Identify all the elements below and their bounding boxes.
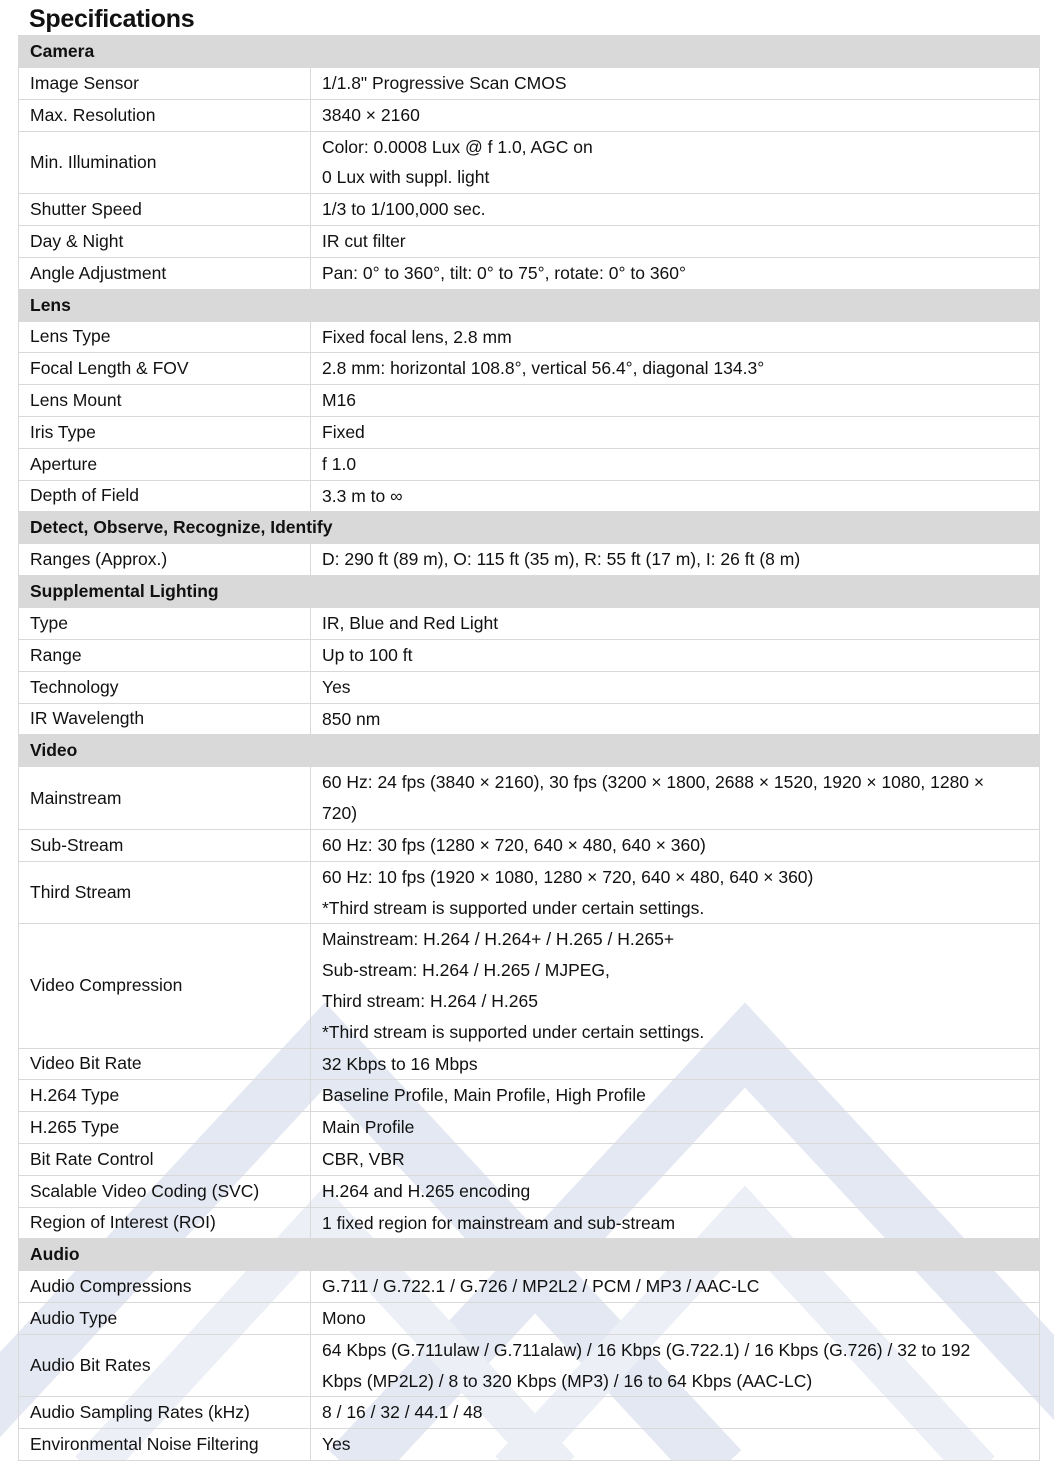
spec-value — [311, 1271, 1040, 1303]
spec-row-focal-length-fov — [19, 353, 1040, 385]
spec-label: Technology — [19, 671, 311, 703]
spec-value-line: Mainstream: H.264 / H.264+ / H.265 / H.265+ — [322, 929, 675, 950]
spec-row-audio-type — [19, 1303, 1040, 1335]
spec-label: H.265 Type — [19, 1112, 311, 1144]
spec-row-ranges-approx — [19, 544, 1040, 576]
spec-value — [311, 829, 1040, 861]
spec-value — [311, 99, 1040, 131]
spec-value-line: 64 Kbps (G.711ulaw / G.711alaw) / 16 Kbps (G.722.1) / 16 Kbps (G.726) / 32 to 192 — [322, 1339, 971, 1360]
spec-value-line: G.711 / G.722.1 / G.726 / MP2L2 / PCM / MP3 / AAC-LC — [322, 1276, 760, 1297]
spec-row-h-265-type — [19, 1112, 1040, 1144]
spec-label: Range — [19, 639, 311, 671]
spec-value — [311, 1080, 1040, 1112]
section-title: Audio — [19, 1239, 1040, 1271]
spec-label: Mainstream — [19, 767, 311, 830]
spec-row-aperture — [19, 448, 1040, 480]
spec-value-line: Sub-stream: H.264 / H.265 / MJPEG, — [322, 960, 610, 981]
spec-value — [311, 608, 1040, 640]
spec-label: Angle Adjustment — [19, 257, 311, 289]
spec-label: Environmental Noise Filtering — [19, 1429, 311, 1461]
spec-value-line: 0 Lux with suppl. light — [322, 167, 490, 188]
spec-value-line: f 1.0 — [322, 453, 357, 474]
spec-value — [311, 1143, 1040, 1175]
spec-value — [311, 68, 1040, 100]
spec-value — [311, 861, 1040, 924]
spec-value-line: 2.8 mm: horizontal 108.8°, vertical 56.4°, diagonal 134.3° — [322, 358, 765, 379]
spec-value-line: 1/1.8" Progressive Scan CMOS — [322, 73, 567, 93]
spec-value-line: Yes — [322, 676, 351, 697]
spec-value — [311, 257, 1040, 289]
spec-row-range — [19, 639, 1040, 671]
spec-row-audio-sampling-rates-khz — [19, 1397, 1040, 1429]
spec-row-video-compression — [19, 924, 1040, 1048]
section-title: Lens — [19, 289, 1040, 321]
spec-label: Iris Type — [19, 416, 311, 448]
spec-row-h-264-type — [19, 1080, 1040, 1112]
spec-value-line: 720) — [322, 803, 358, 824]
spec-label: Lens Type — [19, 321, 311, 353]
spec-sheet — [18, 0, 1039, 1461]
section-header-audio — [19, 1239, 1040, 1271]
spec-row-ir-wavelength — [19, 703, 1040, 735]
spec-value-line: Fixed focal lens, 2.8 mm — [322, 326, 512, 347]
spec-row-iris-type — [19, 416, 1040, 448]
spec-label: Video Bit Rate — [19, 1048, 311, 1080]
spec-value — [311, 353, 1040, 385]
spec-label: Day & Night — [19, 225, 311, 257]
spec-value-line: Up to 100 ft — [322, 644, 413, 665]
spec-label: Audio Compressions — [19, 1271, 311, 1303]
spec-value-line: 32 Kbps to 16 Mbps — [322, 1053, 478, 1074]
spec-row-min-illumination — [19, 131, 1040, 194]
specifications-table — [18, 35, 1040, 1461]
spec-value — [311, 1303, 1040, 1335]
spec-label: Video Compression — [19, 924, 311, 1048]
spec-value-line: Mono — [322, 1308, 366, 1329]
spec-row-sub-stream — [19, 829, 1040, 861]
spec-label: Depth of Field — [19, 480, 311, 512]
spec-label: Image Sensor — [19, 68, 311, 100]
spec-value-line: Pan: 0° to 360°, tilt: 0° to 75°, rotate: 0° to 360° — [322, 262, 687, 283]
spec-label: Shutter Speed — [19, 194, 311, 226]
spec-row-mainstream — [19, 767, 1040, 830]
spec-value — [311, 416, 1040, 448]
spec-label: Audio Bit Rates — [19, 1334, 311, 1397]
spec-value-line: Third stream: H.264 / H.265 — [322, 990, 538, 1011]
section-title: Detect, Observe, Recognize, Identify — [19, 512, 1040, 544]
section-header-supplemental-lighting — [19, 576, 1040, 608]
spec-row-video-bit-rate — [19, 1048, 1040, 1080]
spec-value-line: Baseline Profile, Main Profile, High Profile — [322, 1085, 646, 1106]
spec-value — [311, 1334, 1040, 1397]
spec-label: Min. Illumination — [19, 131, 311, 194]
spec-value — [311, 639, 1040, 671]
specifications-table-body — [19, 36, 1040, 1461]
spec-value-line: Kbps (MP2L2) / 8 to 320 Kbps (MP3) / 16 to 64 Kbps (AAC-LC) — [322, 1370, 813, 1391]
spec-label: Region of Interest (ROI) — [19, 1207, 311, 1239]
spec-value-line: Yes — [322, 1434, 351, 1455]
spec-label: Audio Sampling Rates (kHz) — [19, 1397, 311, 1429]
spec-label: IR Wavelength — [19, 703, 311, 735]
spec-value — [311, 1175, 1040, 1207]
spec-value-line: IR, Blue and Red Light — [322, 613, 499, 634]
spec-value — [311, 480, 1040, 512]
spec-value — [311, 385, 1040, 417]
spec-row-shutter-speed — [19, 194, 1040, 226]
spec-row-image-sensor — [19, 68, 1040, 100]
spec-label: Type — [19, 608, 311, 640]
page-title: Specifications — [29, 5, 195, 33]
spec-value — [311, 321, 1040, 353]
spec-value — [311, 131, 1040, 194]
spec-value-line: D: 290 ft (89 m), O: 115 ft (35 m), R: 55 ft (17 m), I: 26 ft (8 m) — [322, 549, 801, 570]
spec-value — [311, 924, 1040, 1048]
spec-label: Max. Resolution — [19, 99, 311, 131]
spec-value — [311, 671, 1040, 703]
spec-row-environmental-noise-filtering — [19, 1429, 1040, 1461]
spec-value-line: *Third stream is supported under certain settings. — [322, 1021, 705, 1042]
spec-label: Third Stream — [19, 861, 311, 924]
spec-value — [311, 1112, 1040, 1144]
section-title: Camera — [19, 36, 1040, 68]
section-title: Supplemental Lighting — [19, 576, 1040, 608]
spec-row-lens-type — [19, 321, 1040, 353]
spec-label: Audio Type — [19, 1303, 311, 1335]
spec-row-day-night — [19, 225, 1040, 257]
section-header-detect-observe-recognize-identify — [19, 512, 1040, 544]
spec-value — [311, 1207, 1040, 1239]
spec-value — [311, 703, 1040, 735]
spec-value-line: *Third stream is supported under certain settings. — [322, 897, 705, 918]
section-title: Video — [19, 735, 1040, 767]
spec-value-line: Fixed — [322, 421, 365, 442]
spec-label: Ranges (Approx.) — [19, 544, 311, 576]
spec-value — [311, 1429, 1040, 1461]
spec-value-line: CBR, VBR — [322, 1148, 405, 1169]
spec-label: Focal Length & FOV — [19, 353, 311, 385]
spec-value-line: 60 Hz: 10 fps (1920 × 1080, 1280 × 720, 640 × 480, 640 × 360) — [322, 866, 814, 887]
spec-label: Sub-Stream — [19, 829, 311, 861]
spec-label: Scalable Video Coding (SVC) — [19, 1175, 311, 1207]
spec-value — [311, 448, 1040, 480]
spec-row-audio-bit-rates — [19, 1334, 1040, 1397]
spec-value-line: Color: 0.0008 Lux @ f 1.0, AGC on — [322, 136, 593, 157]
spec-label: Lens Mount — [19, 385, 311, 417]
spec-row-depth-of-field — [19, 480, 1040, 512]
spec-label: Bit Rate Control — [19, 1143, 311, 1175]
spec-value-line: IR cut filter — [322, 230, 406, 251]
spec-value — [311, 1048, 1040, 1080]
spec-row-region-of-interest-roi — [19, 1207, 1040, 1239]
spec-row-type — [19, 608, 1040, 640]
spec-row-technology — [19, 671, 1040, 703]
section-header-camera — [19, 36, 1040, 68]
spec-value — [311, 194, 1040, 226]
spec-value-line: Main Profile — [322, 1117, 415, 1138]
spec-value-line: 8 / 16 / 32 / 44.1 / 48 — [322, 1402, 483, 1423]
spec-value — [311, 1397, 1040, 1429]
spec-label: Aperture — [19, 448, 311, 480]
spec-value-line: 1/3 to 1/100,000 sec. — [322, 199, 486, 220]
spec-label: H.264 Type — [19, 1080, 311, 1112]
spec-row-lens-mount — [19, 385, 1040, 417]
spec-row-third-stream — [19, 861, 1040, 924]
spec-value-line: 850 nm — [322, 708, 381, 729]
spec-value — [311, 544, 1040, 576]
spec-row-audio-compressions — [19, 1271, 1040, 1303]
spec-value-line: 60 Hz: 30 fps (1280 × 720, 640 × 480, 640 × 360) — [322, 834, 706, 855]
spec-row-angle-adjustment — [19, 257, 1040, 289]
spec-row-scalable-video-coding-svc — [19, 1175, 1040, 1207]
spec-value-line: 3.3 m to ∞ — [322, 485, 403, 506]
spec-value-line: 60 Hz: 24 fps (3840 × 2160), 30 fps (3200 × 1800, 2688 × 1520, 1920 × 1080, 1280 × — [322, 772, 985, 793]
spec-row-max-resolution — [19, 99, 1040, 131]
spec-value-line: M16 — [322, 390, 357, 411]
spec-value-line: H.264 and H.265 encoding — [322, 1180, 531, 1201]
spec-row-bit-rate-control — [19, 1143, 1040, 1175]
spec-value-line: 1 fixed region for mainstream and sub-stream — [322, 1212, 676, 1233]
spec-value — [311, 225, 1040, 257]
section-header-lens — [19, 289, 1040, 321]
spec-value — [311, 767, 1040, 830]
section-header-video — [19, 735, 1040, 767]
spec-value-line: 3840 × 2160 — [322, 104, 420, 125]
